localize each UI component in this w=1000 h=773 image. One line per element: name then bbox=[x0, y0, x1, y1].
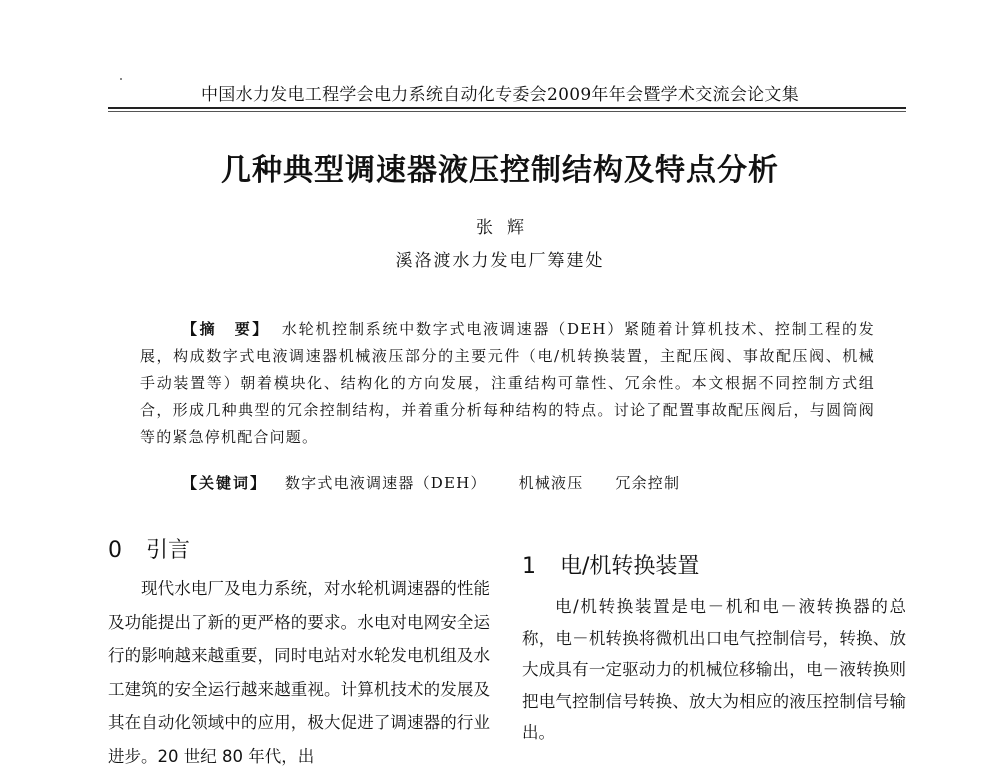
header-rule-thin bbox=[108, 111, 906, 112]
keywords-block bbox=[182, 472, 882, 493]
author-name: 张辉 bbox=[476, 218, 538, 238]
keywords-label: 【关键词】 bbox=[182, 474, 268, 492]
section-body-intro: 现代水电厂及电力系统，对水轮机调速器的性能及功能提出了新的更严格的要求。水电对电网安全运行的影响越来越重要，同时电站对水轮发电机组及水工建筑的安全运行越来越重视。计算机技术的发展及其在自动化领域中的应用，极大促进了调速器的行业进步。20 世纪 80 年代，出 bbox=[108, 579, 490, 766]
section-number: 0 bbox=[108, 538, 122, 563]
keyword-item: 机械液压 bbox=[518, 474, 584, 492]
author-affiliation: 溪洛渡水力发电厂筹建处 bbox=[395, 251, 605, 271]
section-heading-intro bbox=[108, 533, 190, 564]
keyword-item: 数字式电液调速器（DEH） bbox=[284, 474, 487, 492]
keyword-item: 冗余控制 bbox=[615, 474, 681, 492]
section-body-converter: 电/机转换装置是电－机和电－液转换器的总称，电－机转换将微机出口电气控制信号，转换、放大成具有一定驱动力的机械位移输出，电－液转换则把电气控制信号转换、放大为相应的液压控制信号输出。 bbox=[522, 597, 906, 742]
abstract-label: 【摘 要】 bbox=[182, 320, 270, 338]
header-rule-thick bbox=[108, 107, 906, 109]
section-heading-converter bbox=[522, 549, 699, 580]
section-title: 电/机转换装置 bbox=[560, 554, 700, 579]
proceedings-header: 中国水力发电工程学会电力系统自动化专委会2009年年会暨学术交流会论文集 bbox=[200, 85, 800, 105]
abstract-block bbox=[140, 316, 875, 451]
paper-title: 几种典型调速器液压控制结构及特点分析 bbox=[221, 153, 779, 188]
section-title: 引言 bbox=[146, 538, 191, 563]
section-number: 1 bbox=[522, 554, 536, 579]
abstract-text: 水轮机控制系统中数字式电液调速器（DEH）紧随着计算机技术、控制工程的发展，构成数字式电液调速器机械液压部分的主要元件（电/机转换装置，主配压阀、事故配压阀、机械手动装置等）朝着模块化、结构化的方向发展，注重结构可靠性、冗余性。本文根据不同控制方式组合，形成几种典型的冗余控制结构，并着重分析每种结构的特点。讨论了配置事故配压阀后，与圆筒阀等的紧急停机配合问题。 bbox=[140, 320, 875, 446]
